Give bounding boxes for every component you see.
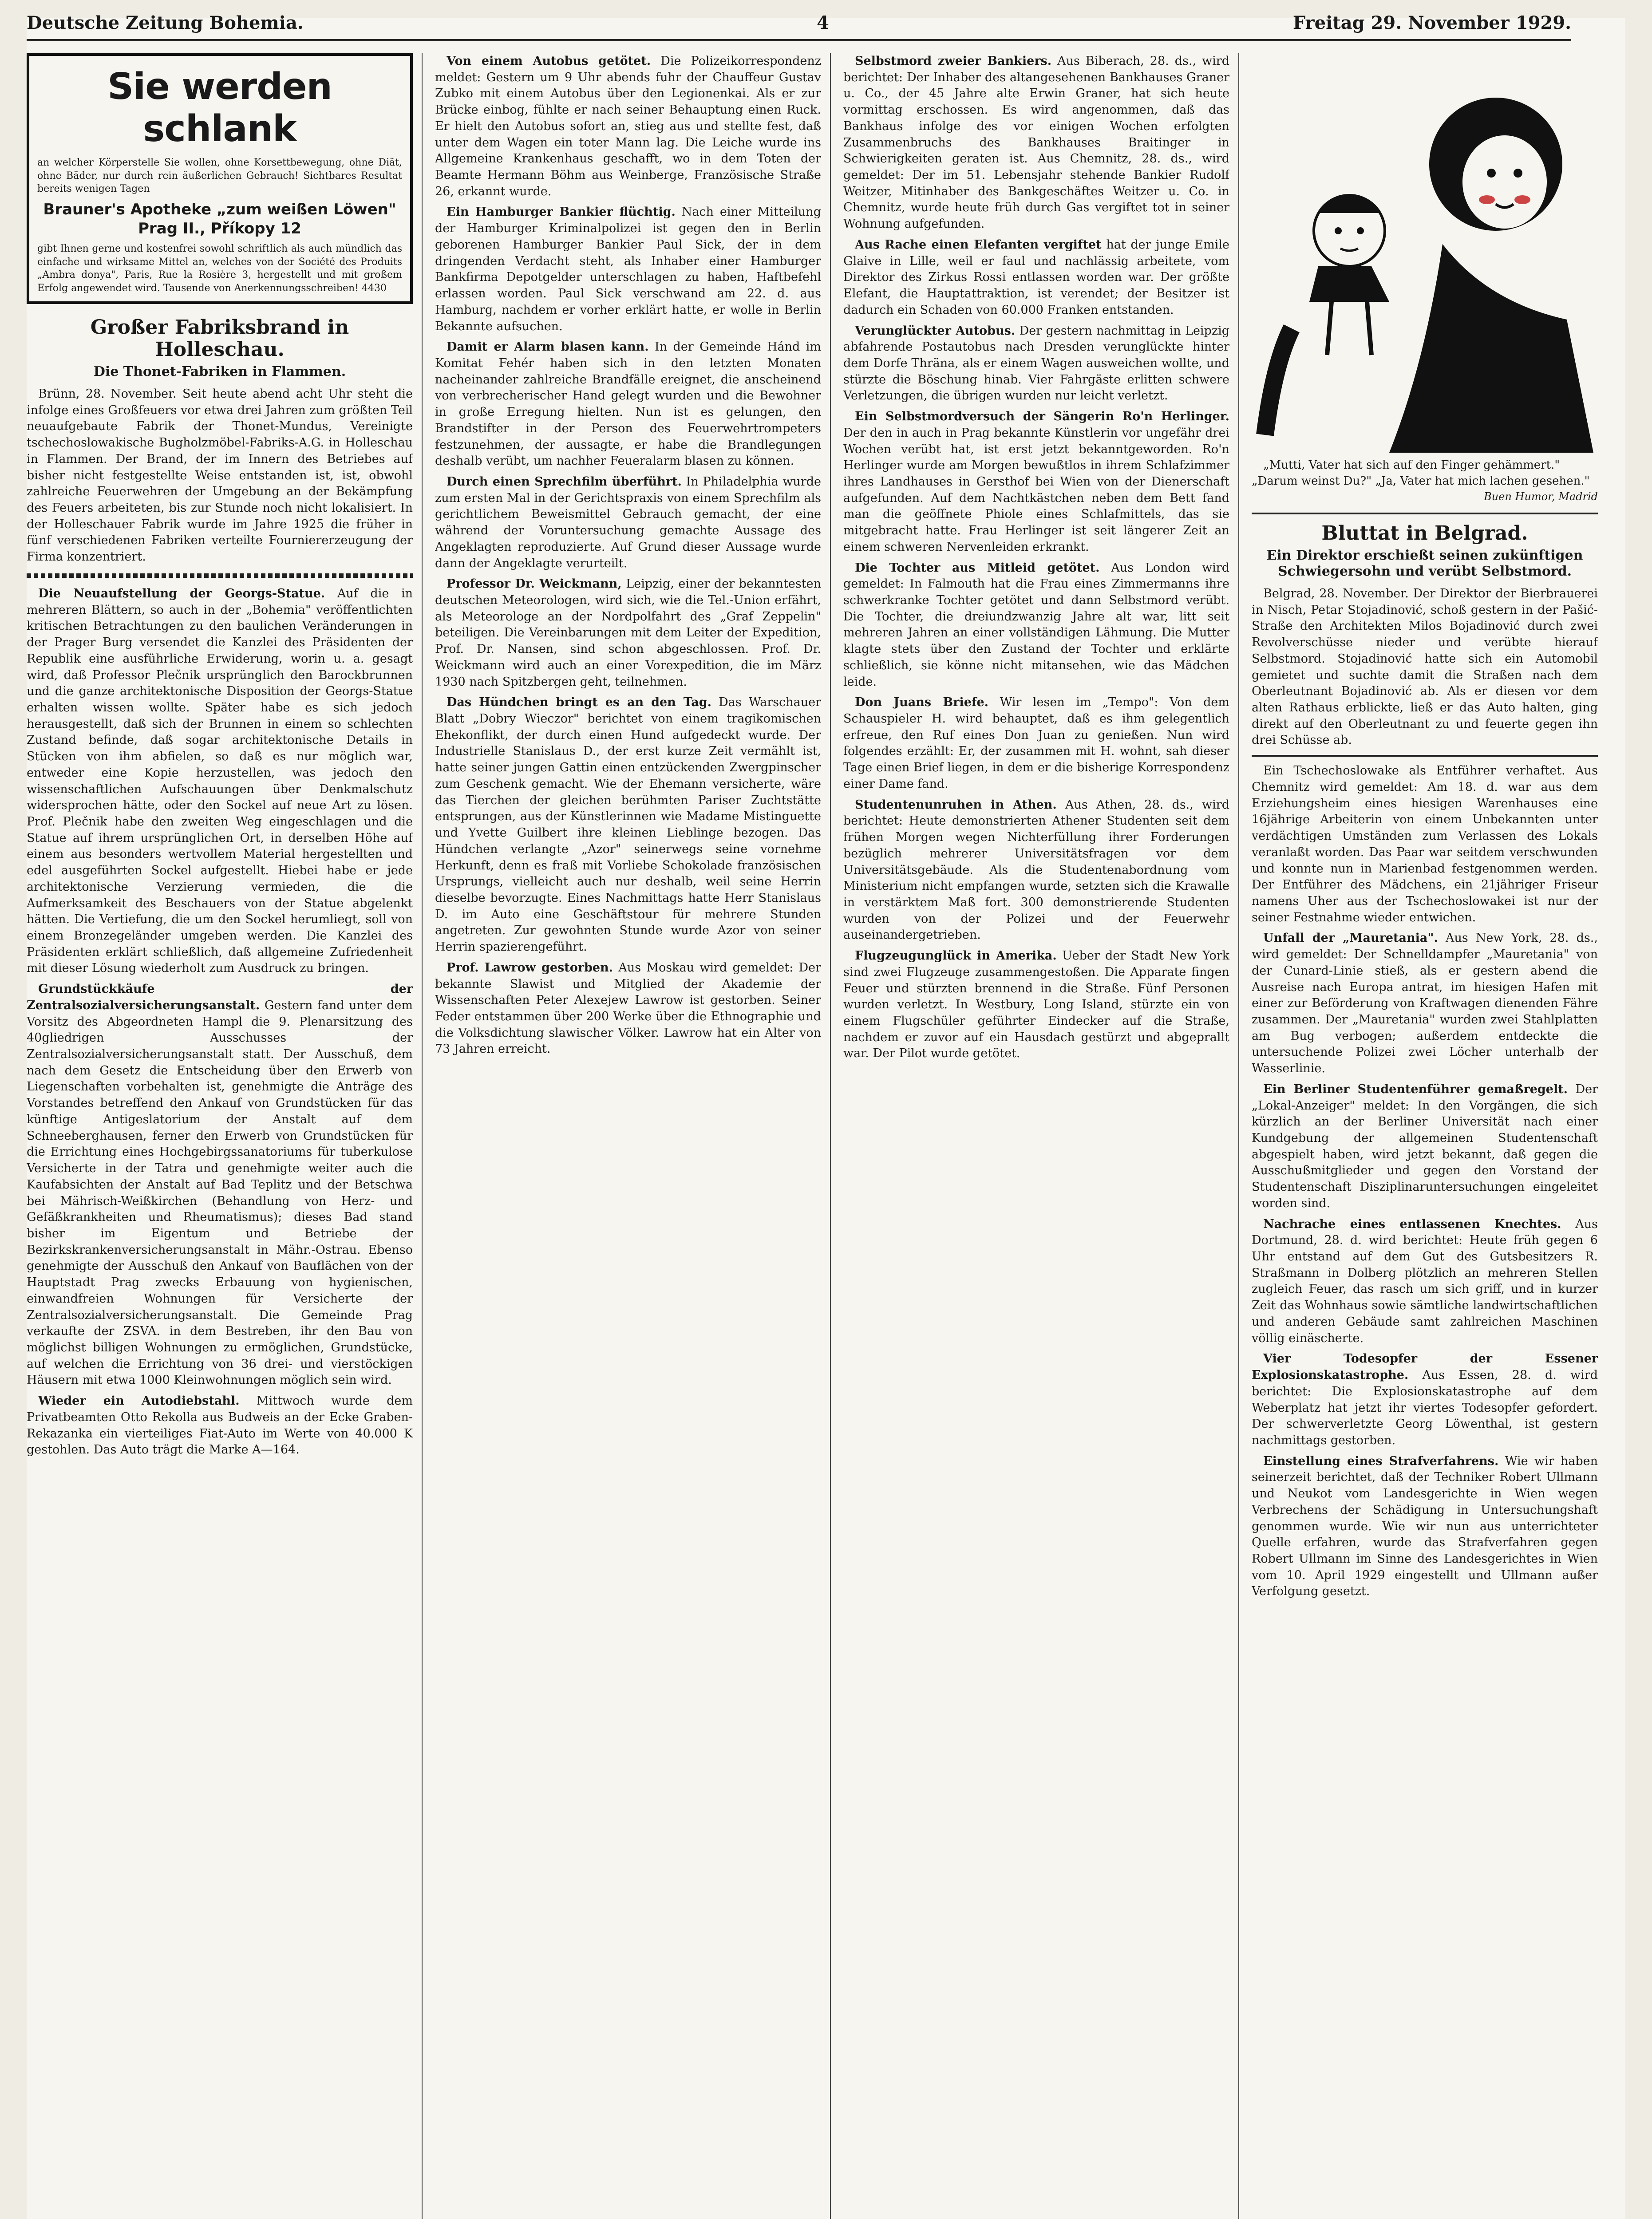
ad-body: an welcher Körperstelle Sie wollen, ohne Korsettbewegung, ohne Diät, ohne Bäder, nur durch rein äußerlichen Gebrauch! Sichtbares Resultat bereits wenigen Tagen (37, 157, 402, 195)
article-lead: Die Neuaufstellung der Georgs-Statue. (38, 586, 325, 600)
article-lead: Vier Todesopfer der Essener Explosionskatastrophe. (1252, 1352, 1598, 1382)
article-text: Der den in auch in Prag bekannte Künstlerin vor ungefähr drei Wochen verübt hat, ist erst jetzt bekanntgeworden. Ro'n Herlinger wurde am Morgen bewußtlos in ihrem Schlafzimmer ihres Landhauses in Gersthof bei Wien von der Dienerschaft aufgefunden. Auf dem Nachtkästchen neben dem Bett fand man die geöffnete Phiole eines Schlafmittels, das sie mitgebracht hatte. Frau Herlinger ist seit längerer Zeit an einem schweren Nervenleiden erkrankt. (843, 426, 1229, 554)
article-text: Der „Lokal-Anzeiger" meldet: In den Vorgängen, die sich kürzlich an der Berliner Universität nach einer Kundgebung der allgemeinen Studentenschaft abgespielt haben, wird jetzt bekannt, daß gegen die Ausschußmitglieder und gegen den Vorstand der Studentenschaft Disziplinaruntersuchungen eingeleitet worden sind. (1252, 1082, 1598, 1210)
column-rule (422, 53, 423, 2219)
article-text: In Philadelphia wurde zum ersten Mal in der Gerichtspraxis von einem Sprechfilm als gerichtlichem Beweismittel Gebrauch gemacht, der eine während der Voruntersuchung gemachte Aussage des Angeklagten reproduzierte. Auf Grund dieser Aussage wurde dann der Angeklagte verurteilt. (435, 474, 821, 570)
article-lead: Ein Selbstmordversuch der Sängerin Ro'n Herlinger. (855, 410, 1229, 424)
article-lead: Prof. Lawrow gestorben. (447, 960, 613, 975)
article-lead: Verunglückter Autobus. (855, 324, 1016, 338)
article-headline: Großer Fabriksbrand in Holleschau. (90, 316, 349, 361)
section-divider (27, 573, 413, 578)
ad-shop: Brauner's Apotheke „zum weißen Löwen" Prag II., Příkopy 12 (43, 201, 396, 237)
article-headline: Bluttat in Belgrad. (1321, 522, 1528, 545)
article-subheadline: Ein Direktor erschießt seinen zukünftigen Schwiegersohn und verübt Selbstmord. (1266, 548, 1583, 579)
article-text: Aus Dortmund, 28. d. wird berichtet: Heute früh gegen 6 Uhr entstand auf dem Gut des Gutsbesitzers R. Straßmann in Dolberg plötzlich an mehreren Stellen zugleich Feuer, das rasch um sich griff, und in kurzer Zeit das Wohnhaus sowie sämtliche landwirtschaftlichen und anderen Gebäude samt zahlreichen Maschinen völlig einäscherte. (1252, 1217, 1598, 1345)
ad-footer: gibt Ihnen gerne und kostenfrei sowohl schriftlich als auch mündlich das einfache und wirksame Mittel an, welches von der Société des Produits „Ambra donya", Paris, Rue la Rosière 3, hergestellt und mit großem Erfolg angewendet wird. Tausende von Anerkennungsschreiben! 4430 (37, 243, 402, 294)
cartoon-source: Buen Humor, Madrid (1484, 490, 1598, 503)
article-lead: Die Tochter aus Mitleid getötet. (855, 561, 1100, 575)
article-text: Mittwoch wurde dem Privatbeamten Otto Rekolla aus Budweis an der Ecke Graben-Rekazanka ein vierteiliges Fiat-Auto im Werte von 40.000 K gestohlen. Das Auto trägt die Marke A—164. (27, 1394, 413, 1457)
article-lead: Ein Hamburger Bankier flüchtig. (447, 205, 676, 219)
article-text: Nach einer Mitteilung der Hamburger Kriminalpolizei ist gegen den in Berlin geborenen Hamburger Bankier Paul Sick, der in dem dringenden Verdacht steht, als Inhaber einer Hamburger Bankfirma Depotgelder unterschlagen zu haben, Haftbefehl erlassen worden. Paul Sick verschwand am 22. d. aus Hamburg, nachdem er vorher erklärt hatte, er wolle in Berlin Bekannte aufsuchen. (435, 205, 821, 333)
article-paragraph: Ein Tschechoslowake als Entführer verhaftet. Aus Chemnitz wird gemeldet: Am 18. d. war aus dem Erziehungsheim eines hiesigen Warenhauses eine 16jährige Arbeiterin von einem Unbekannten unter verdächtigen Umständen zum Verlassen des Lokals veranlaßt worden. Das Paar war seitdem verschwunden und konnte nun in Marienbad festgenommen werden. Der Entführer des Mädchens, ein 21jähriger Friseur namens Uher aus der Tschechoslowakei ist nur der seiner Festnahme wieder entwichen. (1252, 764, 1598, 924)
masthead-left: Deutsche Zeitung Bohemia. (27, 12, 304, 33)
column-3 (843, 53, 1229, 2219)
article-paragraph: Brünn, 28. November. Seit heute abend acht Uhr steht die infolge eines Großfeuers vor etwa drei Jahren zum größten Teil neuaufgebaute Fabrik der Thonet-Mundus, Vereinigte tschechoslowakische Bugholzmöbel-Fabriks-A.G. in Holleschau in Flammen. Der Brand, der im Innern des Betriebes auf bisher nicht festgestellte Weise entstanden ist, ist, obwohl zahlreiche Feuerwehren der Umgebung an der Bekämpfung des Feuers arbeiteten, bis zur Stunde noch nicht lokalisiert. In der Holleschauer Fabrik wurde im Jahre 1925 die früher in fünf verschiedenen Fabriken verteilte Fourniererzeugung der Firma konzentriert. (27, 387, 413, 564)
article-lead: Grundstückkäufe der Zentralsozialversicherungsanstalt. (27, 982, 413, 1012)
article-text: In der Gemeinde Hánd im Komitat Fehér haben sich in den letzten Monaten nacheinander zahlreiche Brandfälle ereignet, die anscheinend von verbrecherischer Hand gelegt wurden und die Bewohner in große Erregung hielten. Nun ist es gelungen, den Brandstifter in der Person des Feuerwehrtrompeters festzunehmen, der aussagte, er habe die Brandlegungen deshalb verübt, um nachher Feueralarm blasen zu können. (435, 340, 821, 468)
cartoon-illustration (1256, 53, 1593, 453)
article-text: Gestern fand unter dem Vorsitz des Abgeordneten Hampl die 9. Plenarsitzung des 40gliedrigen Ausschusses der Zentralsozialversicherungsanstalt statt. Der Ausschuß, dem nach dem Gesetz die Entscheidung über den Erwerb von Liegenschaften vorbehalten ist, genehmigte die Anträge des Vorstandes betreffend den Ankauf von Grundstücken für das künftige Antigeslatorium der Anstalt auf dem Schneeberghausen, ferner den Erwerb von Grundstücken für die Errichtung eines Hochgebirgssanatoriums für tuberkulose Versicherte in der Tatra und genehmigte weiter auch die Kaufabsichten der Anstalt auf Bad Teplitz und der Betschwa bei Mährisch-Weißkirchen (Behandlung von Herz- und Gefäßkrankheiten und Rheumatismus); dieses Bad stand bisher im Eigentum und Betriebe der Bezirkskrankenversicherungsanstalt in Mähr.-Ostrau. Ebenso genehmigte der Ausschuß den Ankauf von Bauflächen von der Hauptstadt Prag zwecks Erbauung von hygienischen, einwandfreien Wohnungen für Versicherte der Zentralsozialversicherungsanstalt. Die Gemeinde Prag verkaufte der ZSVA. in dem Bestreben, ihr den Bau von möglichst billigen Wohnungen zu ermöglichen, Grundstücke, auf welchen die Errichtung von 36 drei- und vierstöckigen Häusern mit etwa 1000 Kleinwohnungen möglich sein wird. (27, 998, 413, 1387)
article-text: Aus Moskau wird gemeldet: Der bekannte Slawist und Mitglied der Akademie der Wissenschaften Peter Alexejew Lawrow ist gestorben. Seiner Feder entstammen über 200 Werke über die Ethnographie und die Volksdichtung slawischer Völker. Lawrow hat ein Alter von 73 Jahren erreicht. (435, 960, 821, 1056)
column-1 (27, 53, 413, 2219)
page-number: 4 (817, 12, 829, 33)
article-text: Ueber der Stadt New York sind zwei Flugzeuge zusammengestoßen. Die Apparate fingen Feuer und stürzten brennend in die Straße. Fünf Personen wurden verletzt. In Westbury, Long Island, stürzte ein von einem Flugschüler geführter Eindecker auf die Straße, nachdem er zuvor auf ein Hausdach gestürzt und abgeprallt war. Der Pilot wurde getötet. (843, 949, 1229, 1061)
article-text: Auf die in mehreren Blättern, so auch in der „Bohemia" veröffentlichten kritischen Betrachtungen zu den baulichen Veränderungen in der Prager Burg versendet die Kanzlei des Präsidenten der Republik eine ausführliche Erwiderung, worin u. a. gesagt wird, daß Professor Plečnik ursprünglich den Barockbrunnen und die ganze architektonische Disposition der Georgs-Statue erhalten wissen wollte. Später habe es sich jedoch herausgestellt, daß sich der Brunnen in einem so schlechten Zustand befinde, daß sogar architektonische Details in Stücken von ihm abfielen, so daß es nur möglich war, entweder eine Kopie herzustellen, was jedoch den wissenschaftlichen Aufschauungen über Denkmalschutz widersprochen hätte, oder den Sockel auf neue Art zu lösen. Prof. Plečnik habe den zweiten Weg eingeschlagen und die Statue auf ihrem ursprünglichen Ort, in derselben Höhe auf einem aus besonders wertvollem Material hergestellten und edel ausgeführten Sockel aufgestellt. Hiebei habe er jede architektonische Verzierung vermieden, die die Aufmerksamkeit des Beschauers von der Statue abgelenkt hätten. Die Vertiefung, die um den Sockel herumliegt, soll von einem Bronzegeländer umgeben werden. Die Kanzlei des Präsidenten erklärt schließlich, daß allgemeine Zufriedenheit mit dieser Lösung wiederholt zum Ausdruck zu bringen. (27, 586, 413, 975)
article-text: Aus Athen, 28. ds., wird berichtet: Heute demonstrierten Athener Studenten seit dem frühen Morgen wegen Nichterfüllung ihrer Forderungen bezüglich mehrerer Universitätsfragen vor dem Universitätsgebäude. Als die Studentenabordnung vom Ministerium nicht empfangen wurde, setzten sich die Krawalle in verstärktem Maß fort. 300 demonstrierende Studenten wurden von der Polizei und der Feuerwehr auseinandergetrieben. (843, 798, 1229, 942)
advertisement (27, 53, 413, 304)
article-lead: Unfall der „Mauretania". (1263, 931, 1438, 945)
article-lead: Aus Rache einen Elefanten vergiftet (855, 237, 1102, 252)
masthead-date: Freitag 29. November 1929. (1292, 12, 1571, 33)
article-text: Wie wir haben seinerzeit berichtet, daß der Techniker Robert Ullmann und Neukot vom Landesgerichte in Wien wegen Verbrechens der Schädigung in Untersuchungshaft genommen wurde. Wie wir nun aus unterrichteter Quelle erfahren, wurde das Strafverfahren gegen Robert Ullmann im Sinne des Landesgerichtes in Wien vom 10. April 1929 eingestellt und Ullmann außer Verfolgung gesetzt. (1252, 1454, 1598, 1599)
article-text: Aus New York, 28. ds., wird gemeldet: Der Schnelldampfer „Mauretania" von der Cunard-Linie stieß, als er gestern abend die Ausreise nach Europa antrat, im hiesigen Hafen mit einer zur Beförderung von Kraftwagen dienenden Fähre zusammen. Der „Mauretania" wurden zwei Stahlplatten am Bug verbogen; außerdem entdeckte die untersuchende Polizei zwei Löcher unterhalb der Wasserlinie. (1252, 931, 1598, 1076)
article-text: Die Polizeikorrespondenz meldet: Gestern um 9 Uhr abends fuhr der Chauffeur Gustav Zubko mit einem Autobus über den Legionenkai. Als er zur Brücke einbog, fühlte er nach seiner Behauptung einen Ruck. Er hielt den Autobus sofort an, stieg aus und stellte fest, daß unter dem Wagen ein toter Mann lag. Die Leiche wurde ins Allgemeine Krankenhaus geschafft, wo in dem Toten der Beamte Hermann Böhm aus Weinberge, Französische Straße 26, erkannt wurde. (435, 54, 821, 198)
article-lead: Professor Dr. Weickmann, (447, 577, 622, 591)
column-2 (435, 53, 821, 2219)
article-text: Das Warschauer Blatt „Dobry Wieczor" berichtet von einem tragikomischen Ehekonflikt, der durch einen Hund aufgedeckt wurde. Der Industrielle Stanislaus D., der erst kurze Zeit vermählt ist, hatte seiner jungen Gattin einen entzückenden Zwergpinscher zum Geschenk gemacht. Wie der Ehemann versicherte, wäre das Tierchen der gleichen berühmten Pariser Zuchtstätte entsprungen, aus der Künstlerinnen wie Madame Mistinguette und Yvette Guilbert ihre kleinen Lieblinge bezogen. Das Hündchen verlangte „Azor" seinerwegs seine vornehme Herkunft, denn es fraß mit Vorliebe Schokolade französischen Ursprungs, vielleicht auch nur deshalb, weil seine Herrin dieselbe bevorzugte. Eines Nachmittags hatte Herr Stanislaus D. im Auto eine Geschäftstour für mehrere Stunden angetreten. Zur gewohnten Stunde wurde Azor von seiner Herrin spazierengeführt. (435, 695, 821, 954)
ad-title: Sie werden schlank (107, 66, 332, 150)
article-lead: Damit er Alarm blasen kann. (447, 340, 649, 354)
column-rule (830, 53, 831, 2219)
cartoon-drawing (1256, 53, 1593, 453)
page-header (27, 8, 1571, 41)
column-4 (1252, 53, 1598, 2219)
article-text: Wir lesen im „Tempo": Von dem Schauspieler H. wird behauptet, daß es ihm gelegentlich erfreue, den Ruf eines Don Juan zu genießen. Nun wird folgendes erzählt: Er, der zusammen mit H. wohnt, sah dieser Tage einen Brief liegen, in dem er die bisherige Korrespondenz einer Dame fand. (843, 695, 1229, 791)
article-lead: Ein Berliner Studentenführer gemaßregelt. (1263, 1082, 1568, 1096)
section-rule (1252, 513, 1598, 514)
article-lead: Studentenunruhen in Athen. (855, 798, 1057, 812)
article-text: Aus London wird gemeldet: In Falmouth hat die Frau eines Zimmermanns ihre schwerkranke Tochter getötet und dann Selbstmord verübt. Die Tochter, die dreiundzwanzig Jahre alt war, litt seit mehreren Jahren an einer vollständigen Lähmung. Die Mutter klagte stets über den Zustand der Tochter und erklärte schließlich, sie könne nicht mitansehen, wie das Mädchen leide. (843, 561, 1229, 689)
article-paragraph: Belgrad, 28. November. Der Direktor der Bierbrauerei in Nisch, Petar Stojadinović, schoß gestern in der Pašić-Straße den Architekten Milos Bojadinović durch zwei Revolverschüsse nieder und verübte hierauf Selbstmord. Stojadinović hatte sich ein Automobil gemietet und suchte damit die Straßen nach dem Oberleutnant Bojadinović ab. Als er diesen vor dem alten Rathaus erblickte, ließ er das Auto halten, ging direkt auf den Oberleutnant zu und feuerte gegen ihn drei Schüsse ab. (1252, 587, 1598, 747)
article-text: hat der junge Emile Glaive in Lille, weil er faul und nachlässig arbeitete, vom Direktor des Zirkus Rossi entlassen worden war. Der größte Elefant, die Hauptattraktion, ist verendet; der Besitzer ist dadurch ein Schaden von 60.000 Franken entstanden. (843, 237, 1229, 317)
article-lead: Nachrache eines entlassenen Knechtes. (1263, 1217, 1561, 1231)
article-lead: Selbstmord zweier Bankiers. (855, 54, 1052, 68)
article-text: Aus Essen, 28. d. wird berichtet: Die Explosionskatastrophe auf dem Weberplatz hat jetzt ihr viertes Todesopfer gefordert. Der schwerverletzte Georg Löwenthal, ist gestern nachmittags gestorben. (1252, 1368, 1598, 1447)
cartoon-caption: „Mutti, Vater hat sich auf den Finger gehämmert." „Darum weinst Du?" „Ja, Vater hat mich lachen gesehen." (1252, 458, 1590, 488)
article-lead: Durch einen Sprechfilm überführt. (447, 474, 682, 489)
article-lead: Einstellung eines Strafverfahrens. (1263, 1454, 1499, 1468)
article-lead: Von einem Autobus getötet. (447, 54, 651, 68)
article-lead: Wieder ein Autodiebstahl. (38, 1394, 240, 1408)
column-rule (1238, 53, 1239, 2219)
article-lead: Das Hündchen bringt es an den Tag. (447, 695, 712, 710)
section-rule (1252, 755, 1598, 757)
article-lead: Flugzeugunglück in Amerika. (855, 949, 1057, 963)
article-lead: Don Juans Briefe. (855, 695, 989, 710)
article-text: Aus Biberach, 28. ds., wird berichtet: Der Inhaber des altangesehenen Bankhauses Graner u. Co., der 45 Jahre alte Erwin Graner, hat sich heute vormittag erschossen. Es wird angenommen, daß das Bankhaus infolge des vor einigen Wochen erfolgten Zusammenbruchs des Bankhauses Braitinger in Schwierigkeiten geraten ist. Aus Chemnitz, 28. ds., wird gemeldet: Der im 51. Lebensjahr stehende Bankier Rudolf Weitzer, Mitinhaber des Bankgeschäftes Weitzer u. Co. in Chemnitz, wurde heute früh durch Gas vergiftet tot in seiner Wohnung aufgefunden. (843, 54, 1229, 231)
article-text: Leipzig, einer der bekanntesten deutschen Meteorologen, wird sich, wie die Tel.-Union erfährt, als Meteorologe an der Nordpolfahrt des „Graf Zeppelin" beteiligen. Die Vereinbarungen mit dem Leiter der Expedition, Prof. Dr. Nansen, sind schon abgeschlossen. Prof. Dr. Weickmann wird auch an einer Vorexpedition, die im März 1930 nach Spitzbergen geht, teilnehmen. (435, 577, 821, 689)
article-text: Der gestern nachmittag in Leipzig abfahrende Postautobus nach Dresden verunglückte hinter dem Dorfe Thräna, als er einem Wagen ausweichen wollte, und stürzte die Böschung hinab. Vier Fahrgäste erlitten schwere Verletzungen, die übrigen wurden nur leicht verletzt. (843, 324, 1229, 403)
article-subheadline: Die Thonet-Fabriken in Flammen. (93, 364, 346, 379)
